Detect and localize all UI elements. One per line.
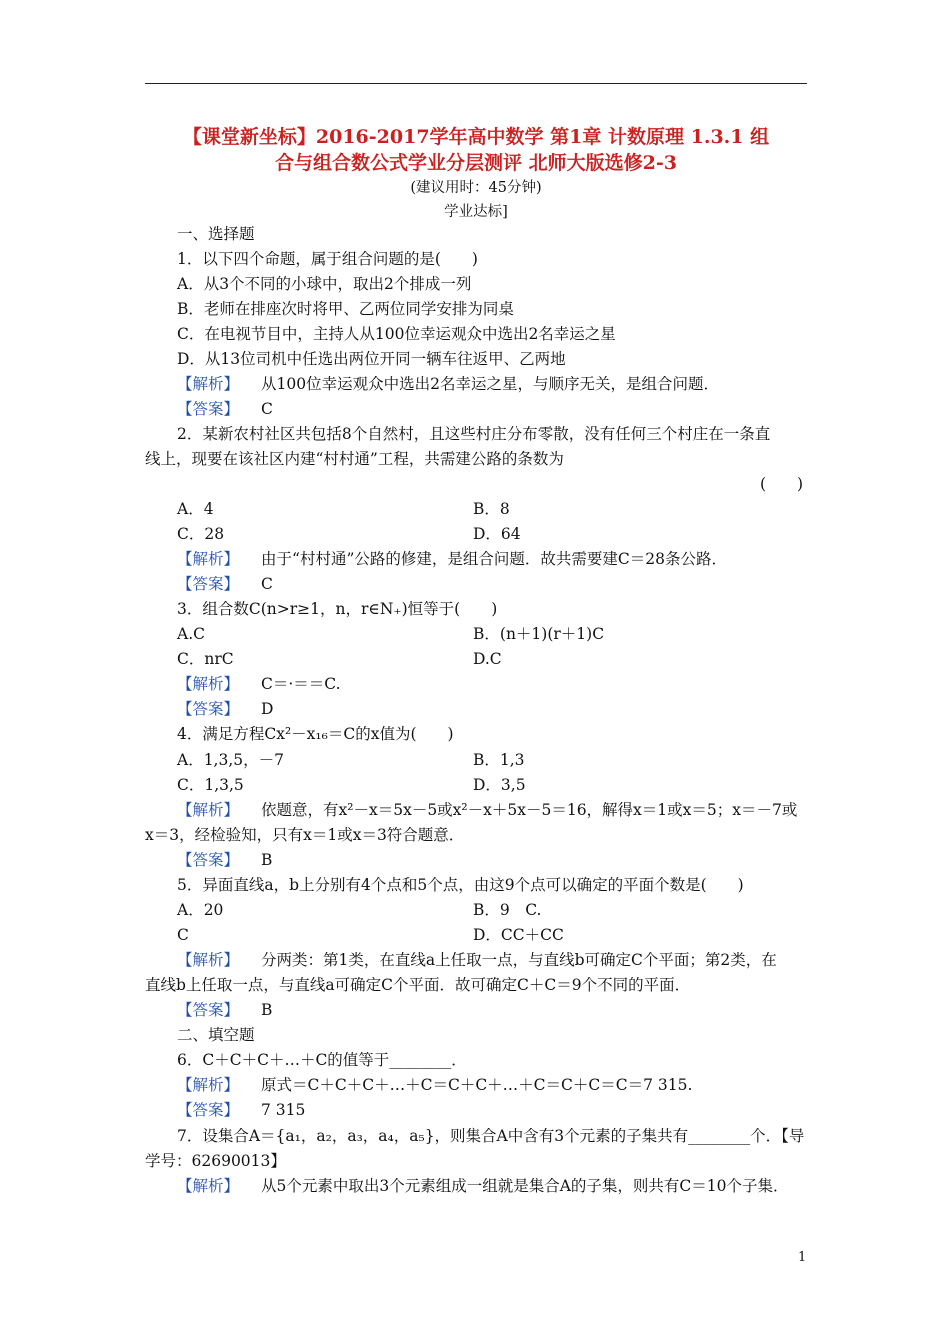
q4-answer xyxy=(177,850,272,870)
q7-analysis xyxy=(177,1176,789,1196)
q2-stem-line-1: 2．某新农村社区共包括8个自然村，且这些村庄分布零散，没有任何三个村庄在一条直 xyxy=(177,425,771,443)
q1-stem: 1．以下四个命题，属于组合问题的是( ) xyxy=(177,250,478,268)
q5-answer xyxy=(177,1000,272,1020)
q7-stem-line-1: 7．设集合A＝{a₁，a₂，a₃，a₄，a₅}，则集合A中含有3个元素的子集共有________个．【导 xyxy=(177,1127,805,1145)
q1-analysis-text: 从100位幸运观众中选出2名幸运之星，与顺序无关，是组合问题． xyxy=(261,375,719,393)
analysis-label: 【解析】 xyxy=(177,1177,240,1195)
answer-label: 【答案】 xyxy=(177,851,240,869)
q7-stem-line-2: 学号：62690013】 xyxy=(145,1152,286,1170)
q2-option-b: B．8 xyxy=(473,500,510,518)
title-line-2: 合与组合数公式学业分层测评 北师大版选修2-3 xyxy=(275,152,677,174)
q6-analysis xyxy=(177,1075,692,1095)
q4-stem: 4．满足方程Cx²－x₁₆＝C的x值为( ) xyxy=(177,725,454,743)
q3-stem: 3．组合数C(n>r≥1，n，r∈N₊)恒等于( ) xyxy=(177,600,498,618)
q4-option-c: C．1,3,5 xyxy=(177,776,244,794)
q2-answer-paren: ( ) xyxy=(760,475,804,493)
q6-answer-text: 7 315 xyxy=(261,1101,306,1119)
q4-answer-text: B xyxy=(261,851,273,869)
q3-analysis-text: C＝·＝＝C. xyxy=(261,675,341,693)
answer-label: 【答案】 xyxy=(177,1101,240,1119)
answer-label: 【答案】 xyxy=(177,575,240,593)
q2-option-d: D．64 xyxy=(473,525,521,543)
q7-analysis-text: 从5个元素中取出3个元素组成一组就是集合A的子集，则共有C＝10个子集． xyxy=(261,1177,789,1195)
analysis-label: 【解析】 xyxy=(177,1076,240,1094)
q1-answer xyxy=(177,399,273,419)
analysis-label: 【解析】 xyxy=(177,951,240,969)
q3-answer xyxy=(177,699,273,719)
q5-stem: 5．异面直线a，b上分别有4个点和5个点，由这9个点可以确定的平面个数是( ) xyxy=(177,876,744,894)
q4-analysis-text-1: 依题意，有x²－x＝5x－5或x²－x＋5x－5＝16，解得x＝1或x＝5；x＝－7或 xyxy=(261,801,798,819)
q6-stem: 6．C＋C＋C＋…＋C的值等于________． xyxy=(177,1051,467,1069)
q2-answer-text: C xyxy=(261,575,273,593)
title-line-1: 【课堂新坐标】2016-2017学年高中数学 第1章 计数原理 1.3.1 组 xyxy=(182,126,770,148)
q4-option-d: D．3,5 xyxy=(473,776,526,794)
q5-analysis-text-1: 分两类：第1类，在直线a上任取一点，与直线b可确定C个平面；第2类，在 xyxy=(261,951,777,969)
suggested-time: (建议用时：45分钟) xyxy=(410,180,542,196)
q5-option-a: A．20 xyxy=(177,901,224,919)
analysis-label: 【解析】 xyxy=(177,550,240,568)
answer-label: 【答案】 xyxy=(177,400,240,418)
q6-answer xyxy=(177,1100,305,1120)
document-title xyxy=(140,124,812,176)
q1-option-d: D．从13位司机中任选出两位开同一辆车往返甲、乙两地 xyxy=(177,350,566,368)
q1-analysis xyxy=(177,374,719,394)
q3-option-c: C．nrC xyxy=(177,650,234,668)
q1-answer-text: C xyxy=(261,400,273,418)
q1-option-a: A．从3个不同的小球中，取出2个排成一列 xyxy=(177,275,472,293)
q2-option-c: C．28 xyxy=(177,525,225,543)
q3-option-b: B．(n＋1)(r＋1)C xyxy=(473,625,605,643)
q2-stem-line-2: 线上，现要在该社区内建“村村通”工程，共需建公路的条数为 xyxy=(145,450,564,468)
q4-analysis-line-2: x＝3，经检验知，只有x＝1或x＝3符合题意． xyxy=(145,826,465,844)
q3-analysis xyxy=(177,674,341,694)
q5-answer-text: B xyxy=(261,1001,273,1019)
q3-option-a: A.C xyxy=(177,625,205,643)
q3-answer-text: D xyxy=(261,700,274,718)
q2-answer xyxy=(177,574,273,594)
q1-option-c: C．在电视节目中，主持人从100位幸运观众中选出2名幸运之星 xyxy=(177,325,616,343)
q5-analysis-line-2: 直线b上任取一点，与直线a可确定C个平面．故可确定C＋C＝9个不同的平面． xyxy=(145,976,691,994)
page-number: 1 xyxy=(798,1250,807,1265)
q2-analysis-text: 由于“村村通”公路的修建，是组合问题．故共需要建C＝28条公路． xyxy=(261,550,727,568)
answer-label: 【答案】 xyxy=(177,1001,240,1019)
q4-option-b: B．1,3 xyxy=(473,751,525,769)
header-rule xyxy=(145,83,807,84)
analysis-label: 【解析】 xyxy=(177,801,240,819)
q5-analysis-line-1 xyxy=(177,950,777,970)
q5-option-c: C xyxy=(177,926,189,944)
q4-analysis-line-1 xyxy=(177,800,797,820)
q4-option-a: A．1,3,5，－7 xyxy=(177,751,284,769)
q2-option-a: A．4 xyxy=(177,500,214,518)
analysis-label: 【解析】 xyxy=(177,675,240,693)
q3-option-d: D.C xyxy=(473,650,502,668)
q1-option-b: B．老师在排座次时将甲、乙两位同学安排为同桌 xyxy=(177,300,514,318)
answer-label: 【答案】 xyxy=(177,700,240,718)
q2-analysis xyxy=(177,549,727,569)
q5-option-b: B．9 C. xyxy=(473,901,542,919)
q5-option-d: D．CC＋CC xyxy=(473,926,564,944)
section-heading-fill: 二、填空题 xyxy=(177,1026,255,1044)
analysis-label: 【解析】 xyxy=(177,375,240,393)
section-heading-choice: 一、选择题 xyxy=(177,225,255,243)
section-tag: 学业达标] xyxy=(444,204,508,220)
q6-analysis-text: 原式＝C＋C＋C＋…＋C＝C＋C＋…＋C＝C＋C＝C＝7 315. xyxy=(261,1076,693,1094)
